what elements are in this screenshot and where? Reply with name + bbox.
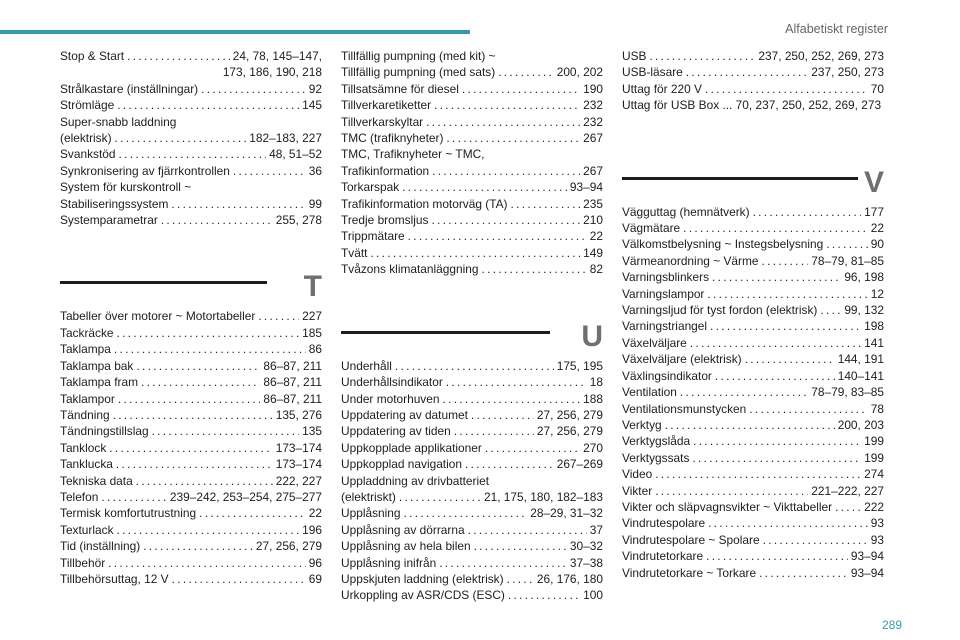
page-number: 289 [881, 618, 902, 632]
index-entry: Tekniska data . . . 222, 227 [60, 473, 322, 489]
index-entry: Taklampa . . . 86 [60, 341, 322, 357]
index-entry: Växelväljare (elektrisk) . . . 144, 191 [622, 351, 884, 367]
entry-list [622, 204, 884, 581]
index-entry: Tvåzons klimatanläggning . . . 82 [341, 261, 603, 277]
index-entry: Uttag för USB Box ... 70, 237, 250, 252, 269, 273 [622, 98, 882, 113]
index-entry: Växlingsindikator . . . 140–141 [622, 368, 884, 384]
index-entry: Vikter och släpvagnsvikter ~ Vikttabeller . . . 222 [622, 499, 884, 515]
section-rule [60, 281, 267, 284]
index-entry: Tändning . . . 135, 276 [60, 407, 322, 423]
index-entry-prefix: TMC, Trafiknyheter ~ TMC, [341, 147, 485, 162]
index-entry: Termisk komfortutrustning . . . 22 [60, 505, 322, 521]
index-entry: Vindrutespolare ~ Spolare . . . 93 [622, 532, 884, 548]
index-entry: Upplåsning av hela bilen . . . 30–32 [341, 538, 603, 554]
index-column-3 [622, 48, 884, 581]
index-entry: Uttag för 220 V . . . 70 [622, 81, 884, 97]
index-entry: Välkomstbelysning ~ Instegsbelysning . . . 90 [622, 236, 884, 252]
index-entry: Stabiliseringssystem . . . 99 [60, 196, 322, 212]
index-entry: Ventilationsmunstycken . . . 78 [622, 401, 884, 417]
index-entry: Strömläge . . . 145 [60, 97, 322, 113]
index-entry: Upplåsning av dörrarna . . . 37 [341, 522, 603, 538]
index-entry: Uppdatering av tiden . . . 27, 256, 279 [341, 423, 603, 439]
index-entry: Vägmätare . . . 22 [622, 220, 884, 236]
index-entry: Upplåsning inifrån . . . 37–38 [341, 555, 603, 571]
index-entry: Tändningstillslag . . . 135 [60, 423, 322, 439]
index-entry: Tackräcke . . . 185 [60, 325, 322, 341]
index-entry: Trafikinformation motorväg (TA) . . . 235 [341, 196, 603, 212]
index-entry: Varningslampor . . . 12 [622, 286, 884, 302]
index-entry: Strålkastare (inställningar) . . . 92 [60, 81, 322, 97]
index-entry: Värmeanordning ~ Värme . . . 78–79, 81–85 [622, 253, 884, 269]
index-entry: Torkarspak . . . 93–94 [341, 179, 603, 195]
index-entry: (elektrisk) . . . 182–183, 227 [60, 130, 322, 146]
index-entry: Verktyg . . . 200, 203 [622, 417, 884, 433]
index-entry: Trippmätare . . . 22 [341, 228, 603, 244]
index-entry: Växelväljare . . . 141 [622, 335, 884, 351]
index-entry: Tanklock . . . 173–174 [60, 440, 322, 456]
index-column-2 [341, 48, 603, 604]
index-entry: Tanklucka . . . 173–174 [60, 456, 322, 472]
index-entry: Uppkopplade applikationer . . . 270 [341, 440, 603, 456]
index-entry: Synkronisering av fjärrkontrollen . . . 36 [60, 163, 322, 179]
index-entry-continuation: 173, 186, 190, 218 [222, 65, 322, 80]
index-entry: TMC (trafiknyheter) . . . 267 [341, 130, 603, 146]
index-entry: USB . . . 237, 250, 252, 269, 273 [622, 48, 884, 64]
index-entry: Trafikinformation . . . 267 [341, 163, 603, 179]
index-entry: USB-läsare . . . 237, 250, 273 [622, 64, 884, 80]
index-entry: Underhållsindikator . . . 18 [341, 374, 603, 390]
section-letter: U [581, 319, 603, 353]
index-entry-prefix: Tillfällig pumpning (med kit) ~ [341, 49, 496, 63]
entry-list [60, 308, 322, 587]
entry-list [60, 48, 322, 228]
index-entry: Tillbehör . . . 96 [60, 555, 322, 571]
index-entry: Telefon . . . 239–242, 253–254, 275–277 [60, 489, 322, 505]
entry-list [341, 358, 603, 604]
index-column-1 [60, 48, 322, 587]
index-entry: Verktygslåda . . . 199 [622, 433, 884, 449]
index-entry: Varningstriangel . . . 198 [622, 318, 884, 334]
header-accent-bar [0, 30, 470, 34]
index-entry: (elektriskt) . . . 21, 175, 180, 182–183 [341, 489, 603, 505]
index-entry: Tillverkaretiketter . . . 232 [341, 97, 603, 113]
entry-list [622, 48, 884, 114]
index-entry: Vindrutetorkare . . . 93–94 [622, 548, 884, 564]
section-letter: T [303, 270, 322, 304]
section-letter: V [863, 165, 884, 199]
index-entry-prefix: Uppladdning av drivbatteriet [341, 473, 490, 488]
index-entry: Varningsljud för tyst fordon (elektrisk) . . . 99, 132 [622, 302, 884, 318]
index-entry: Upplåsning . . . 28–29, 31–32 [341, 505, 603, 521]
index-entry: Tillsatsämne för diesel . . . 190 [341, 81, 603, 97]
section-letter-v [622, 148, 884, 198]
index-entry: Video . . . 274 [622, 466, 884, 482]
index-entry: Uppdatering av datumet . . . 27, 256, 279 [341, 407, 603, 423]
index-entry: Vindrutetorkare ~ Torkare . . . 93–94 [622, 565, 884, 581]
index-entry: Svankstöd . . . 48, 51–52 [60, 146, 322, 162]
index-entry: Vindrutespolare . . . 93 [622, 515, 884, 531]
index-entry: Tillfällig pumpning (med sats) . . . 200, 202 [341, 64, 603, 80]
index-entry: Vikter . . . 221–222, 227 [622, 483, 884, 499]
section-letter-u [341, 302, 603, 352]
index-entry: Tillverkarskyltar . . . 232 [341, 114, 603, 130]
index-entry: Verktygssats . . . 199 [622, 450, 884, 466]
index-entry: Under motorhuven . . . 188 [341, 391, 603, 407]
index-entry: Tvätt . . . 149 [341, 245, 603, 261]
index-entry-prefix: Super-snabb laddning [60, 114, 177, 129]
index-entry: Urkoppling av ASR/CDS (ESC) . . . 100 [341, 587, 603, 603]
index-entry: Tredje bromsljus . . . 210 [341, 212, 603, 228]
index-entry: Tabeller över motorer ~ Motortabeller . . . 227 [60, 308, 322, 324]
index-entry: Tid (inställning) . . . 27, 256, 279 [60, 538, 322, 554]
index-entry: Taklampor . . . 86–87, 211 [60, 391, 322, 407]
section-rule [341, 331, 550, 334]
index-entry: Uppskjuten laddning (elektrisk) . . . 26, 176, 180 [341, 571, 603, 587]
index-entry: Taklampa fram . . . 86–87, 211 [60, 374, 322, 390]
index-entry: Vägguttag (hemnätverk) . . . 177 [622, 204, 884, 220]
index-entry: Stop & Start . . . 24, 78, 145–147, [60, 48, 322, 64]
index-entry: Underhåll . . . 175, 195 [341, 358, 603, 374]
index-entry: Uppkopplad navigation . . . 267–269 [341, 456, 603, 472]
index-entry-prefix: System för kurskontroll ~ [60, 180, 192, 195]
index-entry: Ventilation . . . 78–79, 83–85 [622, 384, 884, 400]
section-rule [622, 177, 858, 180]
index-entry: Tillbehörsuttag, 12 V . . . 69 [60, 571, 322, 587]
index-entry: Systemparametrar . . . 255, 278 [60, 212, 322, 228]
index-entry: Texturlack . . . 196 [60, 522, 322, 538]
header-title: Alfabetiskt register [785, 22, 888, 36]
index-entry: Taklampa bak . . . 86–87, 211 [60, 358, 322, 374]
section-letter-t [60, 252, 322, 302]
index-entry: Varningsblinkers . . . 96, 198 [622, 269, 884, 285]
entry-list [341, 48, 603, 278]
